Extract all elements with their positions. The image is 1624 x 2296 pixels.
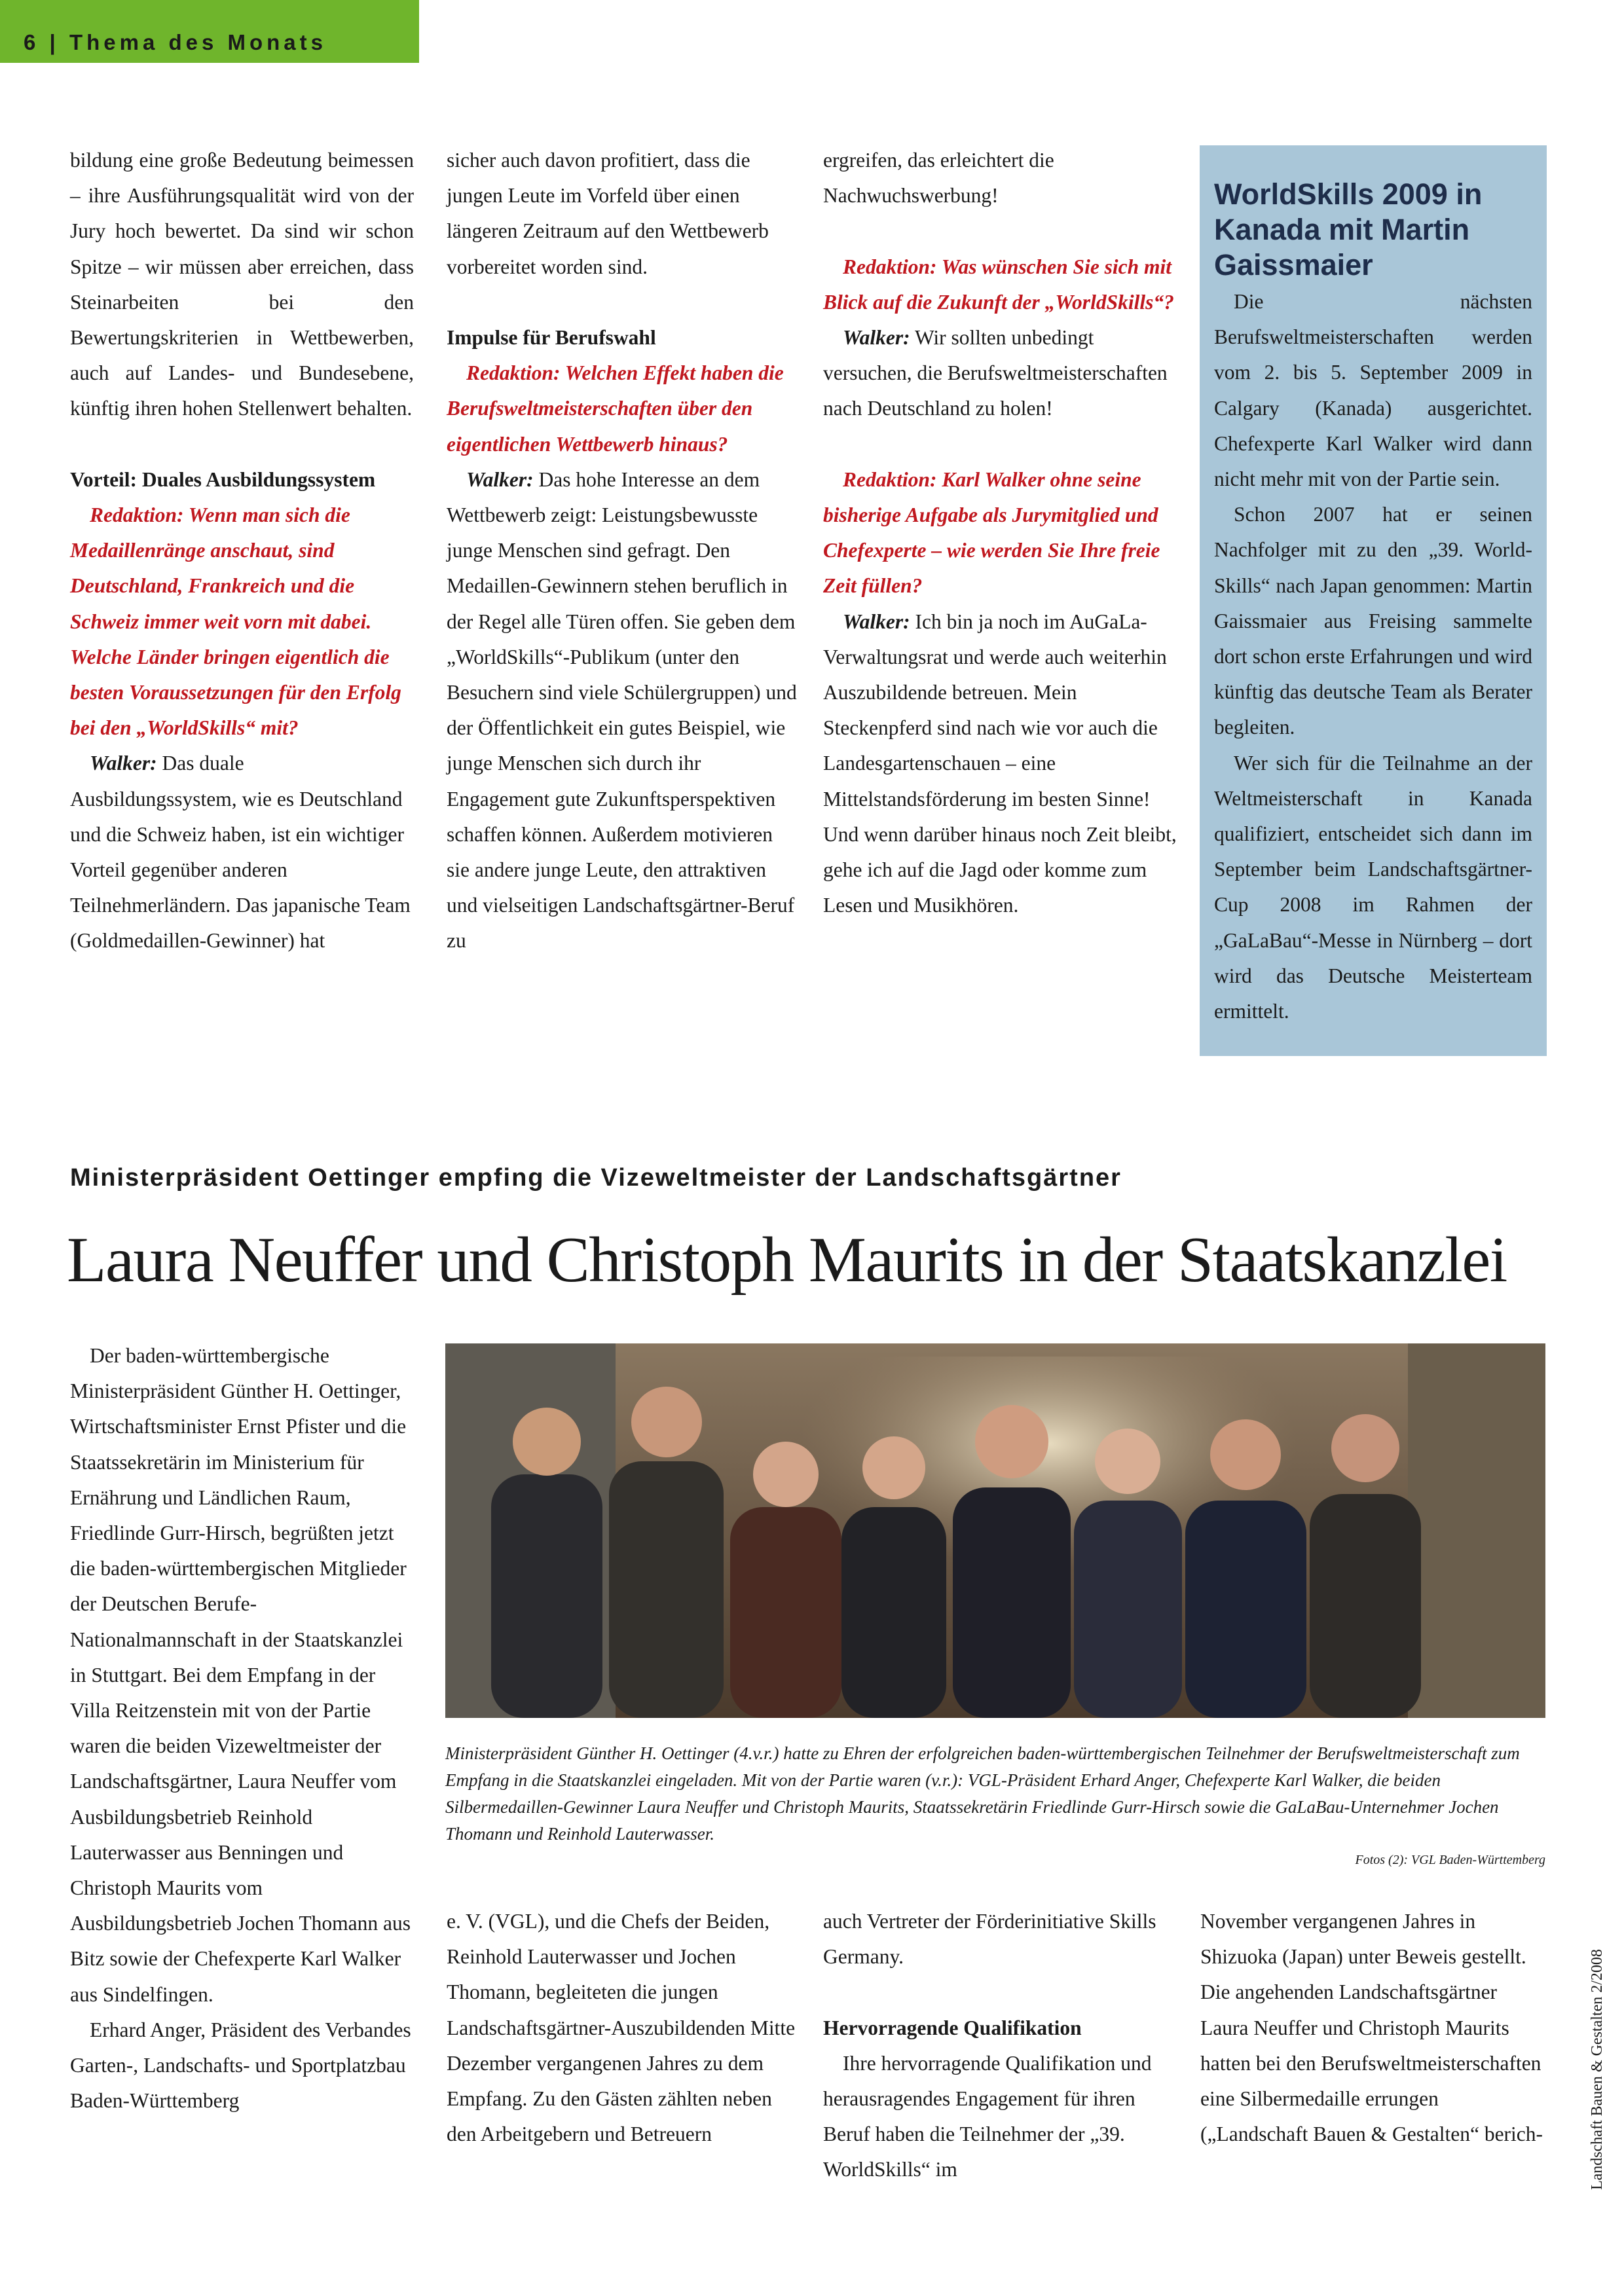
interview-column-1 — [70, 143, 414, 959]
subheading: Hervorragende Qualifikation — [823, 2016, 1082, 2039]
interview-answer: Walker: Ich bin ja noch im AuGaLa-Verwaltungsrat und werde auch weiterhin Auszubildende betreuen. Mein Steckenpferd sind nach wie vor auch die Landesgartenschauen – eine Mittelstandsförderung im besten Sinne! Und wenn darüber hinaus noch Zeit bleibt, gehe ich auf die Jagd oder komme zum Lesen und Musikhören. — [823, 610, 1177, 917]
paragraph: bildung eine große Bedeutung beimessen – ihre Ausführungsqualität wird von der Jury hoch bewertet. Da sind wir schon Spitze – wir müssen aber erreichen, dass Steinarbeiten bei den Bewertungskriterien in Wettbewerben, auch auf Landes- und Bundesebene, künftig ihren hohen Stellenwert behalten. — [70, 149, 414, 420]
subheading: Impulse für Berufswahl — [447, 326, 656, 349]
article-headline: Laura Neuffer und Christoph Maurits in der Staatskanzlei — [67, 1224, 1507, 1296]
interview-column-2 — [447, 143, 799, 959]
paragraph: Der baden-württembergische Ministerpräsident Günther H. Oettinger, Wirtschaftsminister Ernst Pfister und die Staatssekretärin im Ministerium für Ernährung und Ländlichen Raum, Friedlinde Gurr-Hirsch, begrüßten jetzt die baden-württembergischen Mitglieder der Deutschen Berufe-Nationalmannschaft in der Staatskanzlei in Stuttgart. Bei dem Empfang in der Villa Reitzenstein mit von der Partie waren die beiden Vizeweltmeister der Landschaftsgärtner, Laura Neuffer vom Ausbildungsbetrieb Reinhold Lauterwasser aus Benningen und Christoph Maurits vom Ausbildungsbetrieb Jochen Thomann aus Bitz sowie der Chefexperte Karl Walker aus Sindelfingen. — [70, 1344, 411, 2006]
interview-answer: Walker: Das duale Ausbildungssystem, wie es Deutschland und die Schweiz haben, ist ein wichtiger Vorteil gegenüber anderen Teilnehmerländern. Das japanische Team (Goldmedaillen-Gewinner) hat — [70, 752, 411, 953]
sidebar-paragraph: Die nächsten Berufsweltmeisterschaften werden vom 2. bis 5. September 2009 in Calgary (Kanada) ausgerichtet. Chefexperte Karl Walker wird dann nicht mehr mit von der Partie sein. — [1214, 290, 1532, 491]
paragraph: sicher auch davon profitiert, dass die jungen Leute im Vorfeld über einen längeren Zeitraum auf den Wettbewerb vorbereitet worden sind. — [447, 149, 769, 278]
photo-caption: Ministerpräsident Günther H. Oettinger (4.v.r.) hatte zu Ehren der erfolgreichen baden-württembergischen Teilnehmer der Berufsweltmeisterschaft zum Empfang in die Staatskanzlei eingeladen. Mit von der Partie waren (v.r.): VGL-Präsident Erhard Anger, Chefexperte Karl Walker, die beiden Silbermedaillen-Gewinner Laura Neuffer und Christoph Maurits, Staatssekretärin Friedlinde Gurr-Hirsch sowie die GaLaBau-Unternehmer Jochen Thomann und Reinhold Lauterwasser. — [445, 1743, 1520, 1844]
section-title: Thema des Monats — [69, 30, 327, 54]
paragraph: ergreifen, das erleichtert die Nachwuchswerbung! — [823, 149, 1054, 208]
page-number: 6 — [24, 30, 40, 54]
group-photo — [445, 1343, 1545, 1718]
article-column-1 — [70, 1338, 414, 2119]
sidebar-title: WorldSkills 2009 in Kanada mit Martin Gaissmaier — [1214, 177, 1483, 282]
sidebar-paragraph: Wer sich für die Teilnahme an der Weltmeisterschaft in Kanada qualifiziert, entscheidet sich dann im September beim Landschaftsgärtner-Cup 2008 im Rahmen der „GaLaBau“-Messe in Nürnberg – dort wird das Deutsche Meisterteam ermittelt. — [1214, 751, 1532, 1023]
publication-note: Landschaft Bauen & Gestalten 2/2008 — [1589, 1949, 1606, 2190]
interview-question: Redaktion: Karl Walker ohne seine bisherige Aufgabe als Jurymitglied und Chefexperte – wie werden Sie Ihre freie Zeit füllen? — [823, 467, 1160, 598]
section-header — [24, 30, 327, 55]
article-kicker: Ministerpräsident Oettinger empfing die Vizeweltmeister der Landschaftsgärtner — [70, 1164, 1122, 1192]
article-column-2 — [447, 1904, 800, 2152]
paragraph: auch Vertreter der Förderinitiative Skills Germany. — [823, 1910, 1156, 1969]
paragraph: Erhard Anger, Präsident des Verbandes Garten-, Landschafts- und Sportplatzbau Baden-Württemberg — [70, 2018, 411, 2113]
interview-question: Redaktion: Wenn man sich die Medaillenränge anschaut, sind Deutschland, Frankreich und die Schweiz immer weit vorn mit dabei. Welche Länder bringen eigentlich die besten Voraussetzungen für den Erfolg bei den „WorldSkills“ mit? — [70, 503, 401, 740]
interview-column-3 — [823, 143, 1177, 923]
interview-question: Redaktion: Was wünschen Sie sich mit Blick auf die Zukunft der „WorldSkills“? — [823, 255, 1174, 314]
photo-credit: Fotos (2): VGL Baden-Württemberg — [1355, 1853, 1545, 1867]
paragraph: November vergangenen Jahres in Shizuoka (Japan) unter Beweis gestellt. Die angehenden Landschaftsgärtner Laura Neuffer und Christoph Maurits hatten bei den Berufsweltmeisterschaften eine Silbermedaille errungen („Landschaft Bauen & Gestalten“ berich- — [1200, 1910, 1543, 2146]
interview-question: Redaktion: Welchen Effekt haben die Berufsweltmeisterschaften über den eigentlichen Wettbewerb hinaus? — [447, 361, 784, 456]
subheading: Vorteil: Duales Ausbildungssystem — [70, 467, 376, 491]
interview-answer: Walker: Das hohe Interesse an dem Wettbewerb zeigt: Leistungsbewusste junge Menschen sind gefragt. Den Medaillen-Gewinnern stehen beruflich in der Regel alle Türen offen. Sie geben dem „WorldSkills“-Publikum (unter den Besuchern sind viele Schülergruppen) und der Öffentlichkeit ein gutes Beispiel, wie junge Menschen sich durch ihr Engagement gute Zukunftsperspektiven schaffen können. Außerdem motivieren sie andere junge Leute, den attraktiven und vielseitigen Landschaftsgärtner-Beruf zu — [447, 467, 797, 953]
photo-illustration — [445, 1343, 1545, 1718]
header-separator: | — [49, 30, 60, 54]
paragraph: Ihre hervorragende Qualifikation und herausragendes Engagement für ihren Beruf haben die Teilnehmer der „39. WorldSkills“ im — [823, 2051, 1152, 2181]
sidebar-box — [1200, 145, 1547, 1056]
sidebar-paragraph: Schon 2007 hat er seinen Nachfolger mit zu den „39. World-Skills“ nach Japan genommen: Martin Gaissmaier aus Freising sammelte dort schon erste Erfahrungen und wird künftig das deutsche Team als Berater begleiten. — [1214, 503, 1532, 739]
article-column-4 — [1200, 1904, 1547, 2152]
interview-answer: Walker: Wir sollten unbedingt versuchen, die Berufsweltmeisterschaften nach Deutschland zu holen! — [823, 326, 1168, 420]
article-column-3 — [823, 1904, 1177, 2188]
paragraph: e. V. (VGL), und die Chefs der Beiden, Reinhold Lauterwasser und Jochen Thomann, begleiteten die jungen Landschaftsgärtner-Auszubildenden Mitte Dezember vergangenen Jahres zu dem Empfang. Zu den Gästen zählten neben den Arbeitgebern und Betreuern — [447, 1910, 796, 2146]
